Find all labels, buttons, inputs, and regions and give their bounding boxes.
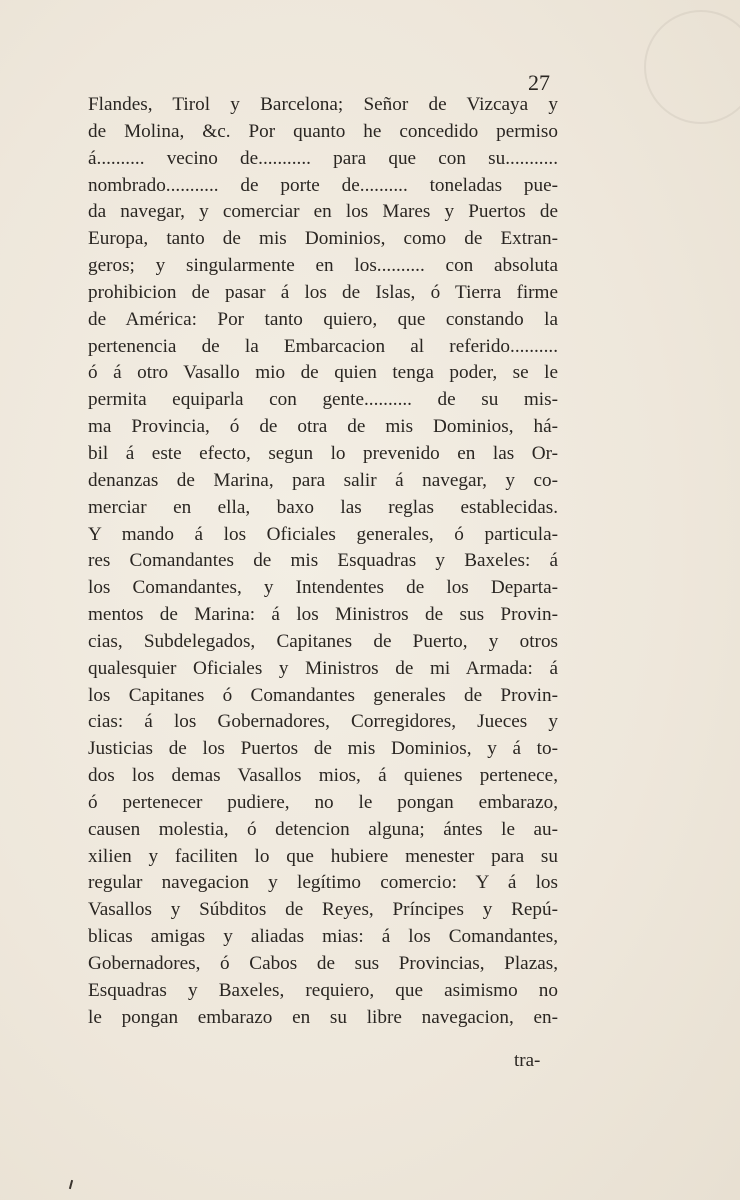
text-line: dos los demas Vasallos mios, á quienes pertenece, [88, 765, 558, 787]
text-line: denanzas de Marina, para salir á navegar, y co- [88, 469, 558, 491]
catchword: tra- [514, 1050, 541, 1071]
text-line: Justicias de los Puertos de mis Dominios, y á to- [88, 738, 558, 760]
show-through-ink [610, 0, 740, 120]
text-line: pertenencia de la Embarcacion al referido.......... [88, 335, 558, 357]
text-line: res Comandantes de mis Esquadras y Baxeles: á [88, 550, 558, 572]
text-line: cias, Subdelegados, Capitanes de Puerto, y otros [88, 630, 558, 652]
text-line: geros; y singularmente en los.......... con absoluta [88, 255, 558, 277]
text-line: qualesquier Oficiales y Ministros de mi Armada: á [88, 657, 558, 679]
text-line: blicas amigas y aliadas mias: á los Comandantes, [88, 926, 558, 948]
text-line: bil á este efecto, segun lo prevenido en las Or- [88, 442, 558, 464]
text-line: merciar en ella, baxo las reglas establecidas. [88, 496, 558, 518]
text-line: Y mando á los Oficiales generales, ó particula- [88, 523, 558, 545]
text-line: permita equiparla con gente.......... de su mis- [88, 389, 558, 411]
text-line: los Comandantes, y Intendentes de los Departa- [88, 577, 558, 599]
ink-mark [69, 1180, 73, 1189]
text-line: da navegar, y comerciar en los Mares y Puertos de [88, 201, 558, 223]
text-line: Europa, tanto de mis Dominios, como de Extran- [88, 228, 558, 250]
text-line: ó á otro Vasallo mio de quien tenga poder, se le [88, 362, 558, 384]
text-line: xilien y faciliten lo que hubiere menester para su [88, 845, 558, 867]
text-line: de Molina, &c. Por quanto he concedido permiso [88, 120, 558, 142]
text-line: causen molestia, ó detencion alguna; ántes le au- [88, 818, 558, 840]
text-line: le pongan embarazo en su libre navegacion, en- [88, 1006, 558, 1028]
library-stamp-show-through [644, 10, 740, 124]
text-line: á.......... vecino de........... para que con su........... [88, 147, 558, 169]
page-number: 27 [528, 70, 550, 95]
text-line: prohibicion de pasar á los de Islas, ó Tierra firme [88, 281, 558, 303]
text-line: de América: Por tanto quiero, que constando la [88, 308, 558, 330]
text-line: mentos de Marina: á los Ministros de sus Provin- [88, 604, 558, 626]
body-text [88, 92, 558, 1032]
text-line: Flandes, Tirol y Barcelona; Señor de Vizcaya y [88, 94, 558, 115]
text-line: Vasallos y Súbditos de Reyes, Príncipes y Repú- [88, 899, 558, 921]
text-line: Esquadras y Baxeles, requiero, que asimismo no [88, 979, 558, 1001]
text-line: cias: á los Gobernadores, Corregidores, Jueces y [88, 711, 558, 733]
text-line: Gobernadores, ó Cabos de sus Provincias, Plazas, [88, 953, 558, 974]
text-line: regular navegacion y legítimo comercio: Y á los [88, 872, 558, 894]
text-line: ó pertenecer pudiere, no le pongan embarazo, [88, 791, 558, 813]
text-line: ma Provincia, ó de otra de mis Dominios, há- [88, 416, 558, 438]
text-line: los Capitanes ó Comandantes generales de Provin- [88, 684, 558, 706]
text-line: nombrado........... de porte de.......... toneladas pue- [88, 174, 558, 196]
